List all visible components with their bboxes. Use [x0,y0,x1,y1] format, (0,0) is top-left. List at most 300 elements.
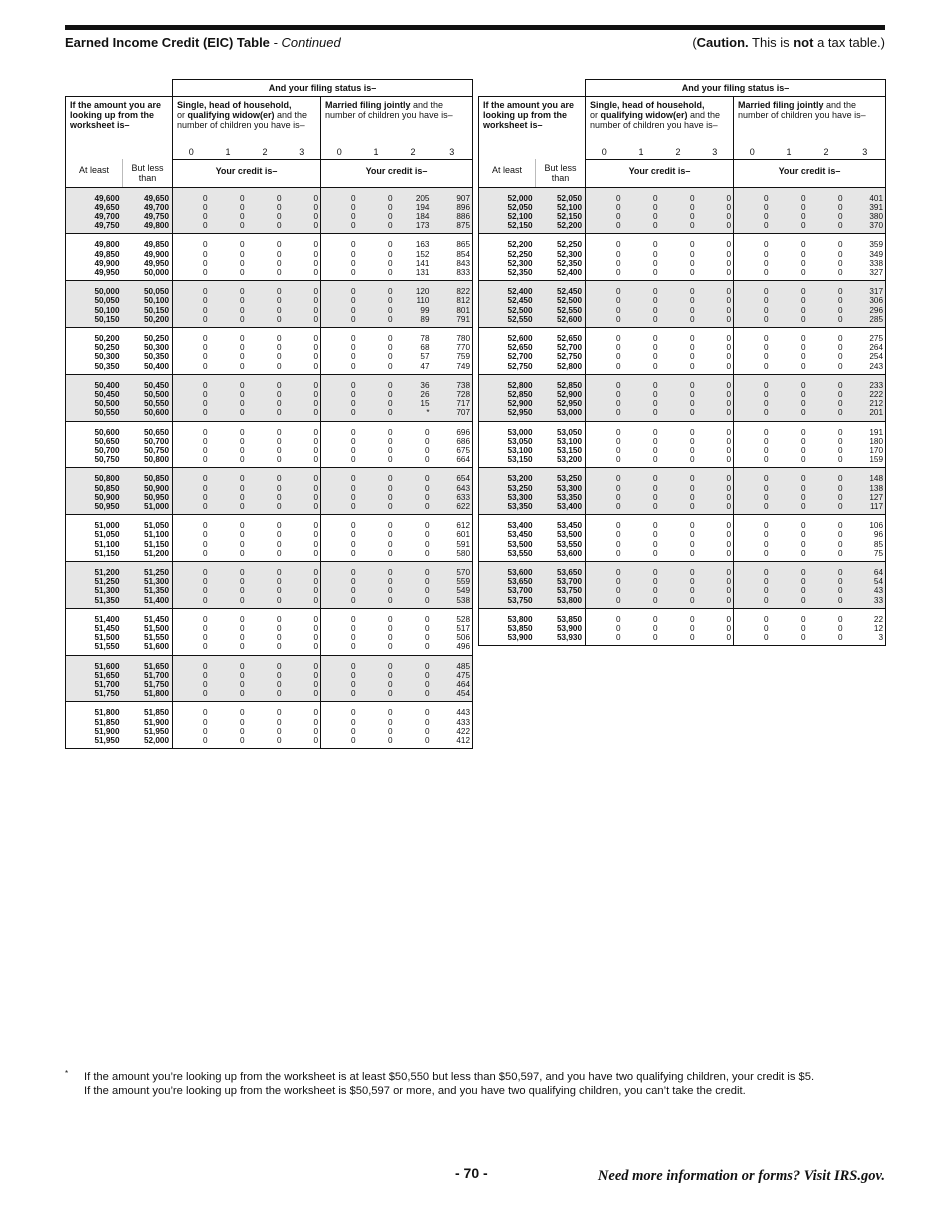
table-cell: 0 [350,530,356,540]
table-cell: 0 [800,343,806,353]
filing-status-header: And your filing status is– [173,80,473,97]
table-cell: 0 [202,352,208,362]
table-cell: 173 [415,221,430,231]
table-cell: 0 [387,352,393,362]
table-cell: 50,350 [94,361,120,371]
table-cell: 0 [202,670,208,680]
table-cell: 0 [652,521,658,531]
table-cell: 0 [837,427,843,437]
table-cell: 50,250 [94,343,120,353]
table-cell: 0 [726,305,731,315]
table-cell: 0 [276,492,282,502]
table-cell: 0 [202,399,208,409]
table-cell: 0 [239,221,245,231]
table-cell: 812 [456,296,471,306]
table-cell: 0 [387,501,393,511]
your-credit-header: Your credit is– [734,159,886,187]
table-cell: 0 [276,305,282,315]
table-cell: 53,350 [556,492,582,502]
table-cell: 454 [456,689,471,699]
table-cell: 0 [763,361,769,371]
table-cell: 0 [652,474,658,484]
table-cell: 0 [800,389,806,399]
table-cell: 233 [869,380,884,390]
table-cell: 0 [350,736,356,746]
table-cell: 0 [800,408,806,418]
children-count-header: 1 [623,145,660,160]
table-cell: 0 [387,661,393,671]
table-cell: 0 [276,408,282,418]
table-cell: 141 [415,258,430,268]
table-cell: 26 [420,389,430,399]
table-cell: 0 [239,333,245,343]
table-cell: 0 [615,333,621,343]
table-cell: 52,050 [507,202,533,212]
table-cell: 0 [726,389,731,399]
table-cell: 0 [239,389,245,399]
table-cell: 0 [239,314,245,324]
table-cell: 0 [387,595,393,605]
table-cell: 0 [837,389,843,399]
table-cell: 0 [276,436,282,446]
table-cell: 0 [424,670,430,680]
row-group [479,327,886,374]
table-cell: 0 [387,202,393,212]
table-cell: 896 [456,202,471,212]
table-cell: 64 [873,568,884,577]
table-cell: 0 [726,455,731,465]
table-cell: 0 [202,521,208,531]
table-cell: 359 [869,240,884,250]
table-cell: 51,350 [143,586,169,596]
table-cell: 0 [763,380,769,390]
table-cell: 528 [456,614,471,624]
table-cell: 50,950 [94,501,120,511]
table-cell: 53,600 [507,568,533,577]
table-cell: 0 [689,568,695,577]
table-cell: 53,150 [507,455,533,465]
table-cell: 0 [763,333,769,343]
table-cell: 0 [763,577,769,587]
row-group [66,281,473,328]
table-cell: 49,600 [94,193,120,203]
caution-note: (Caution. This is not a tax table.) [692,35,885,50]
table-cell: 0 [313,361,318,371]
table-cell: 0 [387,389,393,399]
table-cell: 0 [837,287,843,297]
table-cell: 0 [239,670,245,680]
table-cell: 0 [424,436,430,446]
table-cell: 0 [387,492,393,502]
table-cell: 0 [615,445,621,455]
table-cell: 0 [652,586,658,596]
table-cell: 0 [239,287,245,297]
table-cell: 0 [202,717,208,727]
table-cell: 49,950 [143,258,169,268]
table-cell: 0 [726,568,731,577]
table-cell: 0 [387,333,393,343]
table-cell: 50,000 [94,287,120,297]
table-cell: 0 [689,221,695,231]
table-cell: 0 [726,586,731,596]
table-cell: 0 [313,624,318,634]
table-cell: 0 [350,577,356,587]
table-cell: 0 [726,361,731,371]
table-cell: 0 [350,726,356,736]
table-cell: 559 [456,577,471,587]
table-cell: 0 [800,314,806,324]
table-cell: 0 [276,717,282,727]
table-cell: 53,250 [507,483,533,493]
table-cell: 0 [350,708,356,718]
table-cell: 759 [456,352,471,362]
table-cell: 53,750 [556,586,582,596]
table-cell: 0 [387,287,393,297]
table-cell: 433 [456,717,471,727]
table-cell: 0 [837,577,843,587]
table-cell: 0 [615,436,621,446]
table-cell: 0 [202,642,208,652]
table-cell: 0 [276,642,282,652]
table-cell: 0 [239,680,245,690]
table-cell: 51,800 [94,708,120,718]
row-group [479,608,886,646]
table-cell: 0 [350,305,356,315]
table-cell: 0 [202,314,208,324]
table-cell: 0 [239,568,245,577]
table-cell: 0 [350,352,356,362]
table-cell: 0 [202,296,208,306]
table-cell: 52,200 [556,221,582,231]
table-cell: 75 [873,548,884,558]
table-cell: 50,700 [143,436,169,446]
table-cell: 52,550 [556,305,582,315]
table-cell: 0 [615,202,621,212]
table-cell: 275 [869,333,884,343]
table-cell: 580 [456,548,471,558]
table-cell: 0 [800,399,806,409]
table-cell: 0 [726,483,731,493]
table-cell: 52,000 [143,736,169,746]
table-cell: 0 [837,568,843,577]
table-cell: 0 [313,726,318,736]
table-cell: 0 [763,399,769,409]
table-cell: 0 [387,240,393,250]
table-cell: 0 [276,380,282,390]
table-cell: 0 [726,548,731,558]
table-cell: 0 [202,249,208,259]
table-cell: 0 [652,267,658,277]
table-cell: 0 [615,287,621,297]
table-cell: 52,800 [507,380,533,390]
table-cell: 0 [276,530,282,540]
table-cell: 0 [202,492,208,502]
table-cell: 0 [615,633,621,643]
table-cell: 0 [424,455,430,465]
table-cell: 0 [615,296,621,306]
table-cell: 296 [869,305,884,315]
table-cell: 52,100 [556,202,582,212]
table-cell: 0 [276,287,282,297]
table-cell: 53,200 [507,474,533,484]
table-cell: 0 [424,736,430,746]
table-cell: 0 [615,352,621,362]
table-cell: 0 [763,240,769,250]
table-cell: 0 [689,343,695,353]
table-cell: 0 [350,642,356,652]
table-cell: 0 [763,221,769,231]
table-cell: 696 [456,427,471,437]
table-cell: 0 [350,249,356,259]
table-cell: 53,900 [507,633,533,643]
table-cell: 0 [239,474,245,484]
table-cell: 0 [350,661,356,671]
table-cell: 0 [313,287,318,297]
table-cell: 0 [202,726,208,736]
table-cell: 53,050 [556,427,582,437]
table-cell: 52,350 [556,258,582,268]
table-cell: 0 [313,474,318,484]
table-cell: 0 [837,202,843,212]
table-cell: 717 [456,399,471,409]
table-cell: 0 [615,501,621,511]
table-cell: 53,500 [507,539,533,549]
table-cell: 0 [689,501,695,511]
table-cell: 0 [615,595,621,605]
table-cell: 0 [276,352,282,362]
table-cell: 0 [313,408,318,418]
table-cell: 52,450 [507,296,533,306]
table-cell: 52,500 [556,296,582,306]
table-cell: 0 [313,240,318,250]
table-cell: 0 [800,296,806,306]
table-cell: 0 [726,399,731,409]
table-cell: 50,850 [94,483,120,493]
table-cell: 0 [837,399,843,409]
table-cell: 0 [689,202,695,212]
table-cell: 496 [456,642,471,652]
table-cell: 0 [239,399,245,409]
table-cell: 0 [652,436,658,446]
table-cell: 0 [837,408,843,418]
table-cell: 0 [239,689,245,699]
table-cell: 0 [313,267,318,277]
table-cell: 50,300 [143,343,169,353]
table-cell: 0 [652,548,658,558]
table-cell: 51,200 [94,568,120,577]
table-cell: 52,750 [556,352,582,362]
table-cell: 117 [869,501,884,511]
table-cell: 0 [202,305,208,315]
table-cell: 0 [239,530,245,540]
table-cell: 0 [424,717,430,727]
table-cell: 0 [387,436,393,446]
table-cell: 0 [387,408,393,418]
table-cell: 52,350 [507,267,533,277]
table-cell: 0 [800,455,806,465]
table-cell: 0 [800,474,806,484]
table-cell: 51,000 [94,521,120,531]
table-cell: 0 [615,624,621,634]
table-cell: 0 [652,296,658,306]
table-cell: 0 [239,445,245,455]
table-cell: 53,900 [556,624,582,634]
table-cell: 0 [652,614,658,624]
table-cell: 0 [726,221,731,231]
table-cell: 51,950 [94,736,120,746]
table-cell: 0 [652,202,658,212]
lookup-header: If the amount you are looking up from the worksheet is– [479,97,586,160]
table-cell: 0 [615,389,621,399]
footnote-star: * [65,1069,69,1078]
table-cell: 0 [689,445,695,455]
table-cell: 51,300 [143,577,169,587]
table-cell: 53,350 [507,501,533,511]
table-cell: 0 [424,568,430,577]
table-cell: 0 [387,530,393,540]
children-count-header: 2 [808,145,845,160]
table-cell: 0 [800,521,806,531]
table-cell: 0 [837,474,843,484]
table-cell: 51,000 [143,501,169,511]
table-cell: 0 [800,267,806,277]
table-cell: 0 [689,530,695,540]
table-cell: 0 [350,427,356,437]
table-cell: 51,200 [143,548,169,558]
table-cell: 0 [652,193,658,203]
table-cell: 52,700 [556,343,582,353]
table-cell: 0 [202,211,208,221]
table-cell: 53,300 [507,492,533,502]
table-cell: 0 [726,633,731,643]
table-cell: 0 [652,314,658,324]
table-cell: 0 [424,427,430,437]
table-cell: 0 [313,642,318,652]
row-group [66,468,473,515]
row-group [66,234,473,281]
table-cell: 0 [350,670,356,680]
table-cell: 191 [869,427,884,437]
table-cell: 0 [615,614,621,624]
table-cell: 0 [800,193,806,203]
table-cell: 0 [689,633,695,643]
table-cell: 0 [763,445,769,455]
table-cell: 443 [456,708,471,718]
table-cell: 194 [415,202,430,212]
table-cell: 833 [456,267,471,277]
row-group [479,515,886,562]
table-cell: 127 [869,492,884,502]
table-cell: 0 [800,202,806,212]
table-cell: 0 [313,333,318,343]
more-info-text: Need more information or forms? Visit IRS.gov. [597,1168,885,1184]
table-cell: 0 [350,314,356,324]
children-count-header: 1 [358,145,395,160]
table-cell: 52,950 [556,399,582,409]
table-cell: 0 [726,240,731,250]
table-cell: 53,650 [507,577,533,587]
table-cell: 0 [350,624,356,634]
table-cell: 0 [313,249,318,259]
table-cell: 0 [652,249,658,259]
table-cell: 50,800 [143,455,169,465]
table-cell: 0 [652,399,658,409]
table-cell: 0 [763,501,769,511]
table-cell: 0 [350,436,356,446]
table-cell: 475 [456,670,471,680]
table-cell: 50,900 [94,492,120,502]
table-cell: 0 [387,361,393,371]
table-cell: 0 [350,221,356,231]
table-cell: 0 [350,548,356,558]
table-cell: 52,850 [556,380,582,390]
table-cell: 148 [869,474,884,484]
children-count-header: 2 [660,145,697,160]
table-cell: 0 [424,501,430,511]
table-cell: 50,500 [94,399,120,409]
table-cell: 338 [869,258,884,268]
table-cell: 0 [239,361,245,371]
table-cell: 51,500 [94,633,120,643]
table-cell: 0 [239,436,245,446]
table-cell: 51,950 [143,726,169,736]
table-cell: 0 [313,380,318,390]
table-cell: 0 [424,548,430,558]
table-cell: 120 [415,287,430,297]
table-cell: 0 [615,455,621,465]
table-cell: 0 [837,249,843,259]
table-cell: 0 [239,539,245,549]
table-cell: 51,150 [143,539,169,549]
table-cell: 52,500 [507,305,533,315]
table-cell: 0 [276,595,282,605]
table-cell: 306 [869,296,884,306]
but-less-than-header: But less than [123,159,173,187]
table-cell: 0 [202,361,208,371]
table-cell: * [426,408,430,418]
table-cell: 0 [276,445,282,455]
table-cell: 886 [456,211,471,221]
table-cell: 0 [276,333,282,343]
table-cell: 51,100 [94,539,120,549]
table-cell: 0 [313,689,318,699]
table-cell: 0 [387,258,393,268]
table-cell: 0 [763,614,769,624]
table-cell: 0 [652,595,658,605]
single-status-header: Single, head of household, or qualifying widow(er) and the number of children you have is– [586,97,734,145]
table-cell: 0 [350,389,356,399]
table-cell: 0 [763,427,769,437]
table-cell: 0 [350,614,356,624]
table-cell: 0 [350,455,356,465]
table-cell: 0 [350,399,356,409]
table-cell: 49,650 [94,202,120,212]
table-cell: 0 [424,642,430,652]
table-cell: 0 [276,726,282,736]
table-cell: 50,100 [143,296,169,306]
table-cell: 0 [652,483,658,493]
table-cell: 0 [239,193,245,203]
table-cell: 0 [202,240,208,250]
table-cell: 0 [800,586,806,596]
table-cell: 0 [202,436,208,446]
table-cell: 0 [763,483,769,493]
table-cell: 50,850 [143,474,169,484]
table-cell: 0 [726,614,731,624]
table-cell: 0 [837,211,843,221]
table-cell: 0 [689,314,695,324]
table-cell: 51,750 [94,689,120,699]
